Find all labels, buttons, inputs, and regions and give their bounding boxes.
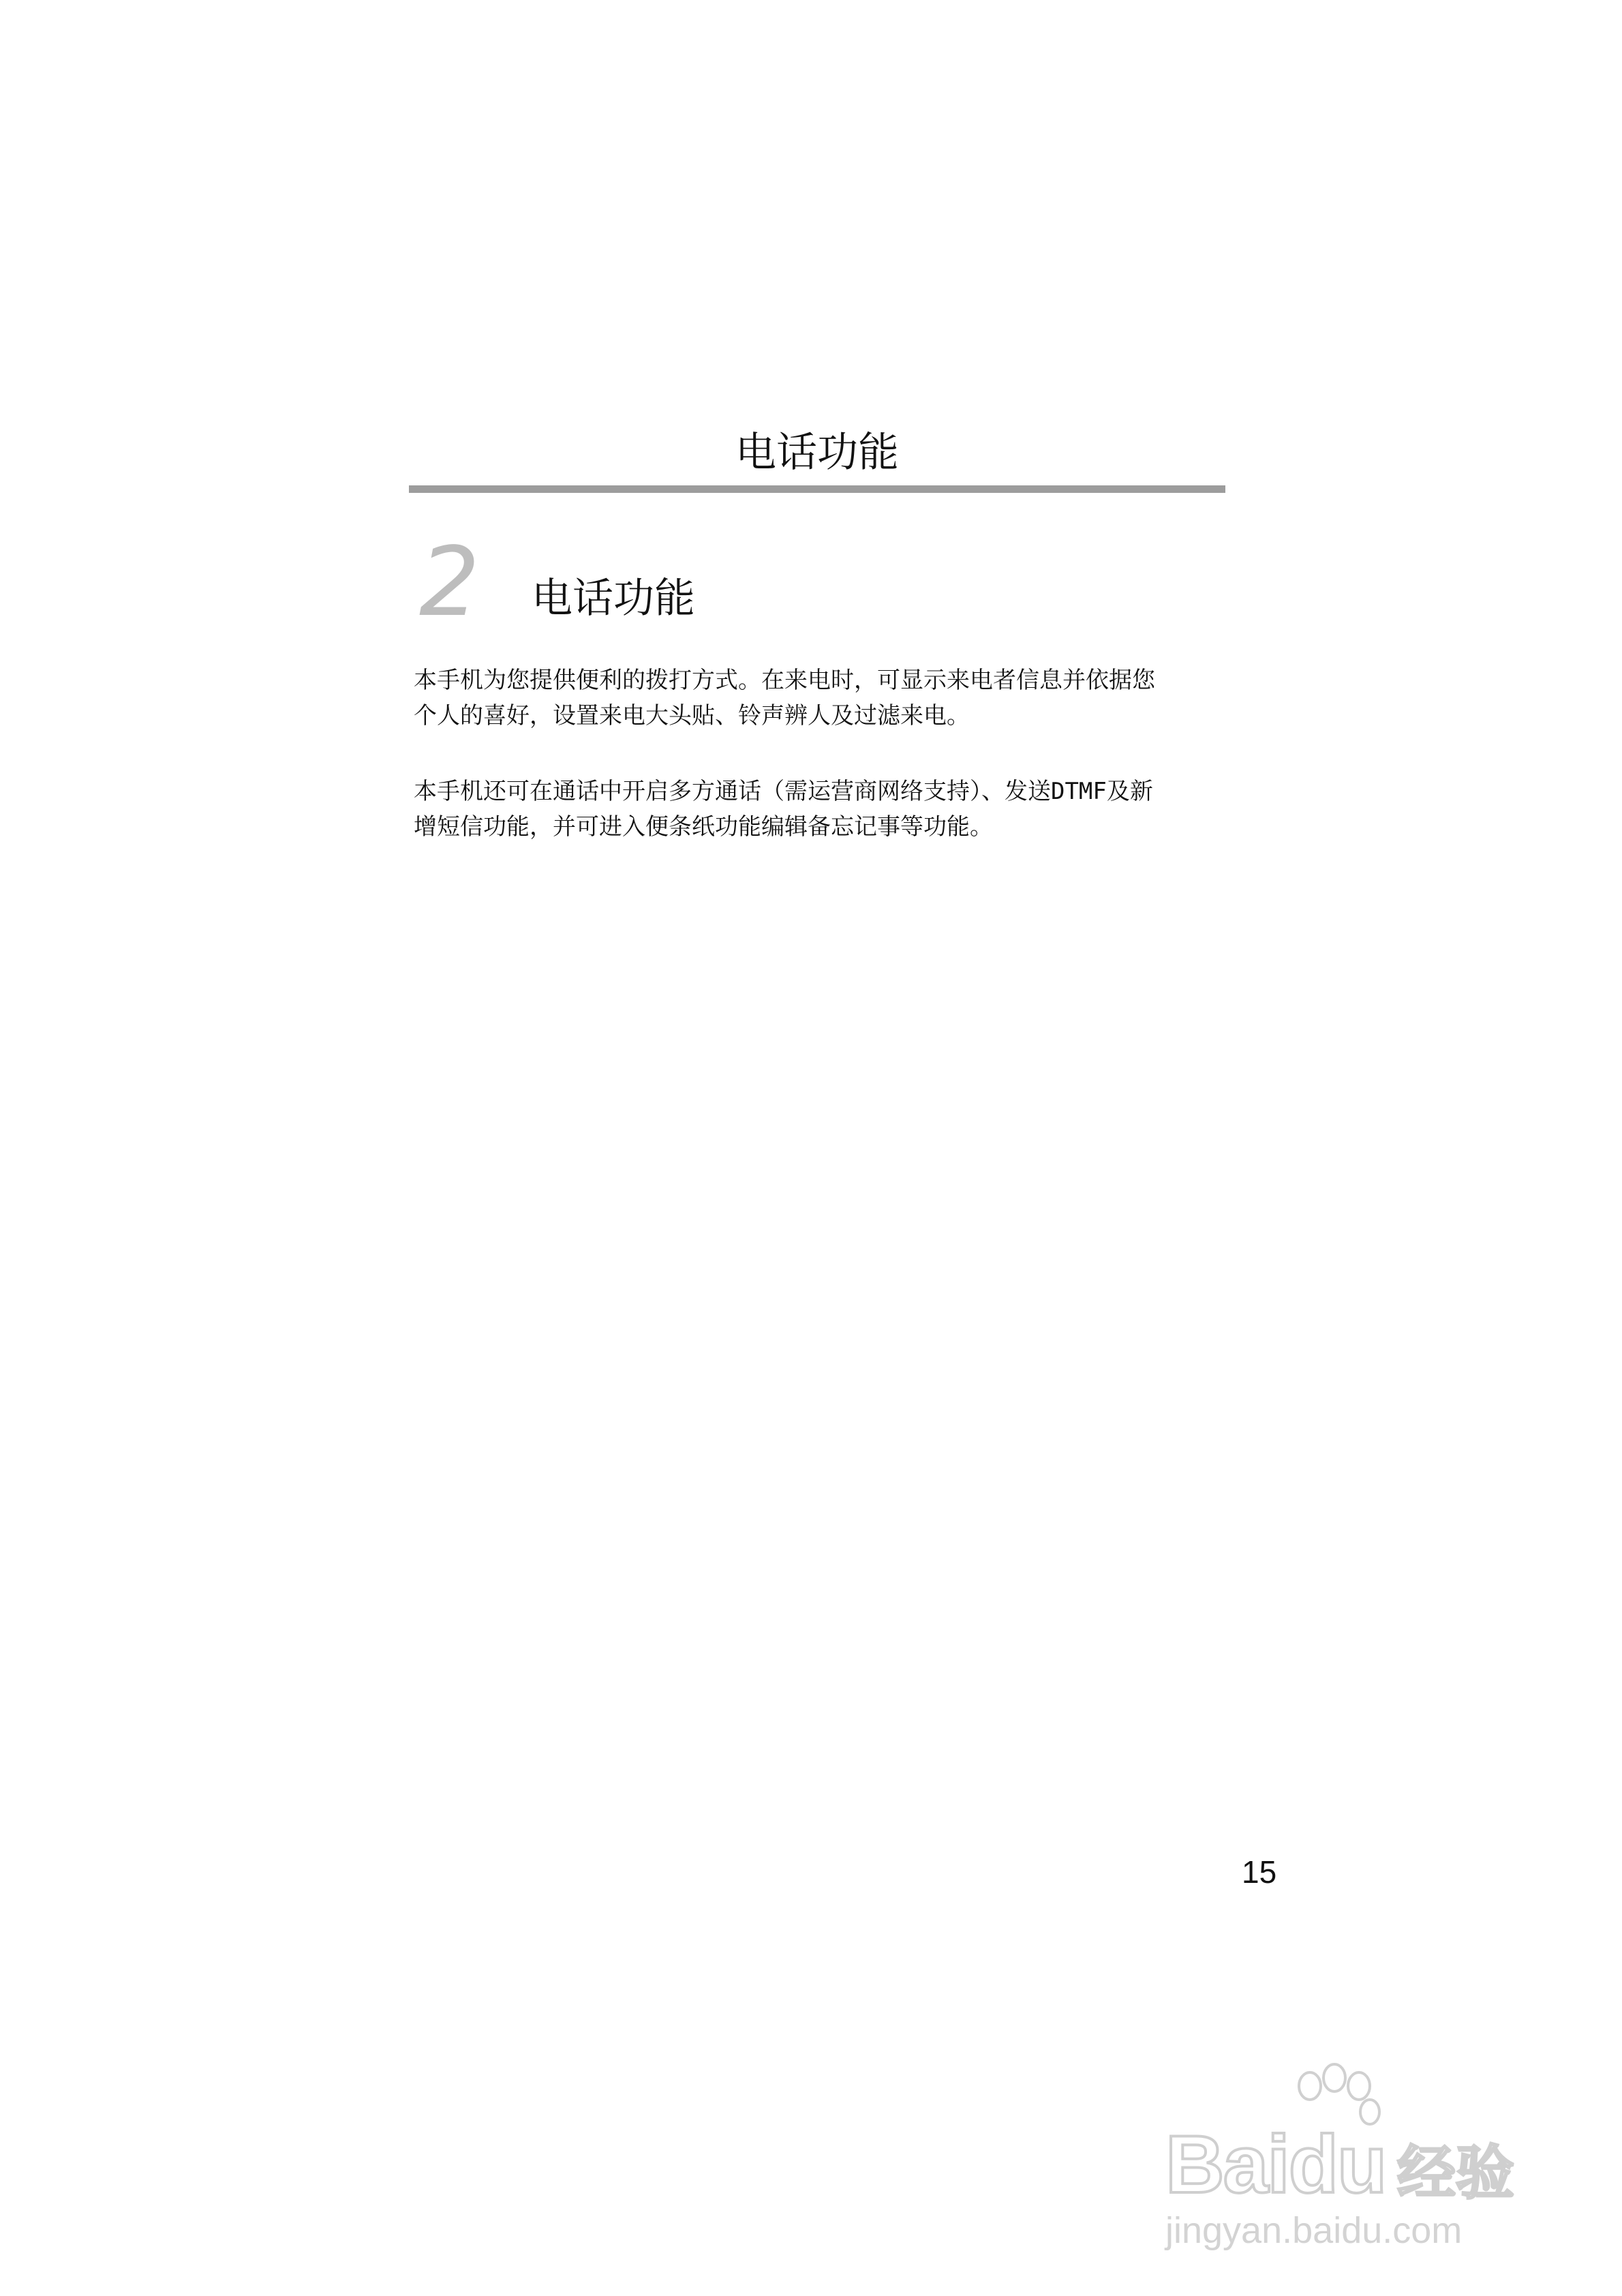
page-number: 15 (1242, 1854, 1277, 1890)
watermark-url: jingyan.baidu.com (1165, 2210, 1463, 2251)
watermark-sub: 经验 (1397, 2139, 1514, 2207)
watermark-brand: Baidu (1165, 2119, 1386, 2210)
chapter-title: 电话功能 (532, 575, 695, 622)
page-header-title: 电话功能 (735, 429, 899, 477)
paragraph-line: 个人的喜好，设置来电大头贴、铃声辨人及过滤来电。 (414, 702, 970, 729)
paragraph-line: 本手机还可在通话中开启多方通话（需运营商网络支持）、发送DTMF及新 (414, 778, 1153, 805)
baidu-watermark (1152, 2059, 1533, 2256)
features-paragraph (414, 774, 1231, 845)
paragraph-line: 增短信功能，并可进入便条纸功能编辑备忘记事等功能。 (414, 813, 993, 841)
header-divider (409, 485, 1225, 493)
chapter-number: 2 (419, 527, 480, 638)
paragraph-line: 本手机为您提供便利的拨打方式。在来电时，可显示来电者信息并依据您 (414, 667, 1155, 694)
intro-paragraph (414, 663, 1231, 734)
